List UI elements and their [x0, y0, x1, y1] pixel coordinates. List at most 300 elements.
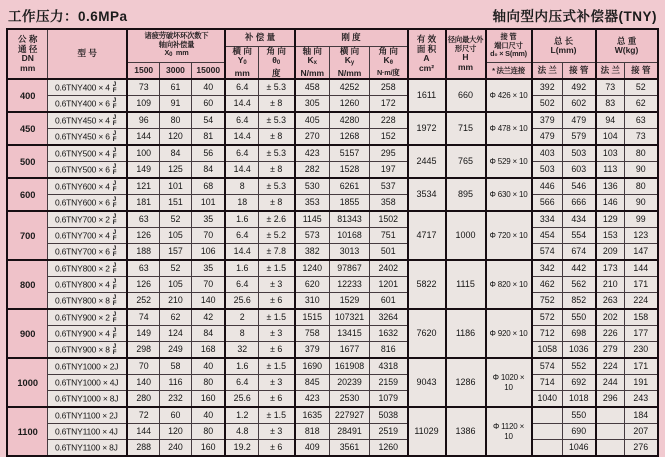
cell-w_pipe: 90 — [625, 162, 658, 179]
cell-x15000: 40 — [191, 407, 225, 424]
cell-kx: 379 — [295, 342, 330, 359]
model-variant-suffix — [113, 263, 117, 274]
cell-y0: 6.4 — [225, 375, 258, 391]
cell-x1500: 252 — [127, 293, 159, 310]
header-dn: 公 称 通 径 DN mm — [7, 29, 47, 79]
cell-x1500: 70 — [127, 358, 159, 375]
table-row — [7, 228, 657, 244]
cell-theta0: ± 5.2 — [258, 228, 294, 244]
cell-kx: 405 — [295, 112, 330, 129]
cell-l_flange — [532, 407, 563, 424]
cell-w_flange: 146 — [596, 195, 625, 212]
cell-l_pipe: 554 — [563, 228, 596, 244]
cell-y0: 19.2 — [225, 440, 258, 457]
table-row — [7, 178, 657, 195]
cell-w_pipe: 144 — [625, 260, 658, 277]
cell-ktheta: 1502 — [370, 211, 408, 228]
model-text: 0.6TNY800 × 8 — [54, 295, 110, 306]
cell-theta0: ± 3 — [258, 326, 294, 342]
cell-x3000: 124 — [159, 326, 191, 342]
table-header — [7, 29, 657, 79]
cell-model — [47, 178, 127, 195]
cell-ky: 28491 — [330, 424, 370, 440]
cell-l_flange: 462 — [532, 277, 563, 293]
cell-h: 660 — [446, 79, 486, 112]
cell-w_pipe: 177 — [625, 326, 658, 342]
cell-w_flange: 83 — [596, 96, 625, 113]
model-text: 0.6TNY1100 × 8J — [54, 442, 118, 453]
cell-ky: 1677 — [330, 342, 370, 359]
cell-d0: Φ 529 × 10 — [486, 145, 532, 178]
cell-ky: 1260 — [330, 96, 370, 113]
cell-l_pipe: 562 — [563, 277, 596, 293]
variant-letter: F — [112, 135, 117, 143]
cell-l_pipe: 552 — [563, 358, 596, 375]
model-text: 0.6TNY500 × 4 — [54, 148, 110, 159]
table-row — [7, 79, 657, 96]
cell-dn: 600 — [7, 178, 47, 211]
cell-theta0: ± 1.5 — [258, 358, 294, 375]
cell-model — [47, 375, 127, 391]
cell-ky: 5157 — [330, 145, 370, 162]
cell-w_pipe: 62 — [625, 96, 658, 113]
cell-x3000: 52 — [159, 211, 191, 228]
cell-kx: 270 — [295, 129, 330, 146]
header-angular-compensation: 角 向 $\theta_0$ 度 — [258, 46, 294, 79]
cell-x3000: 91 — [159, 96, 191, 113]
cell-x15000: 40 — [191, 79, 225, 96]
cell-ktheta: 2159 — [370, 375, 408, 391]
model-variant-suffix — [113, 295, 117, 306]
cell-kx: 282 — [295, 162, 330, 179]
cell-theta0: ± 6 — [258, 391, 294, 408]
cell-kx: 382 — [295, 244, 330, 261]
cell-model — [47, 326, 127, 342]
header-lateral-stiffness: 横 向 $K_y$ N/mm — [330, 46, 370, 79]
cell-l_flange: 502 — [532, 96, 563, 113]
model-text: 0.6TNY900 × 4 — [54, 328, 110, 339]
model-variant-suffix — [113, 98, 117, 109]
cell-theta0: ± 8 — [258, 195, 294, 212]
cell-x15000: 42 — [191, 309, 225, 326]
variant-letter: F — [112, 299, 117, 307]
cell-l_pipe: 666 — [563, 195, 596, 212]
variant-letter: F — [112, 201, 117, 209]
cell-ky: 81343 — [330, 211, 370, 228]
header-weight-flange: 法 兰 — [596, 63, 625, 80]
cell-h: 1115 — [446, 260, 486, 309]
cell-theta0: ± 1.5 — [258, 309, 294, 326]
cell-ktheta: 1079 — [370, 391, 408, 408]
cell-ky: 1529 — [330, 293, 370, 310]
cell-l_pipe: 602 — [563, 96, 596, 113]
cell-l_pipe: 690 — [563, 424, 596, 440]
model-variant-suffix — [113, 230, 117, 241]
cell-ky: 4252 — [330, 79, 370, 96]
cell-x1500: 73 — [127, 79, 159, 96]
header-lateral-compensation: 横 向 $Y_0$ mm — [225, 46, 258, 79]
cell-ky: 97867 — [330, 260, 370, 277]
cell-w_flange: 94 — [596, 112, 625, 129]
model-text: 0.6TNY700 × 2 — [54, 214, 110, 225]
cell-l_pipe: 698 — [563, 326, 596, 342]
cell-x3000: 210 — [159, 293, 191, 310]
cell-x1500: 126 — [127, 277, 159, 293]
cell-ktheta: 2402 — [370, 260, 408, 277]
cell-x3000: 120 — [159, 129, 191, 146]
cell-x15000: 54 — [191, 112, 225, 129]
cell-y0: 6.4 — [225, 228, 258, 244]
cell-w_pipe: 80 — [625, 145, 658, 162]
variant-letter: J — [112, 97, 117, 105]
cell-dn: 900 — [7, 309, 47, 358]
cell-area: 1611 — [408, 79, 446, 112]
cell-kx: 310 — [295, 293, 330, 310]
variant-letter: F — [112, 185, 117, 193]
cell-ky: 6261 — [330, 178, 370, 195]
model-text: 0.6TNY500 × 6 — [54, 164, 110, 175]
variant-letter: J — [112, 196, 117, 204]
cell-y0: 6.4 — [225, 79, 258, 96]
cell-ktheta: 172 — [370, 96, 408, 113]
table-body — [7, 79, 657, 456]
model-text: 0.6TNY1100 × 4J — [54, 426, 118, 437]
cell-area: 3534 — [408, 178, 446, 211]
table-row — [7, 244, 657, 261]
cell-theta0: ± 6 — [258, 440, 294, 457]
cell-kx: 573 — [295, 228, 330, 244]
cell-y0: 8 — [225, 178, 258, 195]
cell-ktheta: 1632 — [370, 326, 408, 342]
table-row — [7, 391, 657, 408]
spec-table — [6, 28, 658, 457]
cell-w_pipe: 171 — [625, 358, 658, 375]
header-stiffness-group: 刚 度 — [295, 29, 408, 46]
cell-x15000: 56 — [191, 145, 225, 162]
cell-theta0: ± 6 — [258, 293, 294, 310]
cell-w_pipe: 243 — [625, 391, 658, 408]
cell-x3000: 125 — [159, 162, 191, 179]
model-text: 0.6TNY800 × 2 — [54, 263, 110, 274]
cell-w_pipe: 207 — [625, 424, 658, 440]
variant-letter: F — [112, 250, 117, 258]
model-variant-suffix — [113, 82, 117, 93]
variant-letter: J — [112, 180, 117, 188]
cell-w_flange: 153 — [596, 228, 625, 244]
cell-area: 9043 — [408, 358, 446, 407]
cell-x3000: 232 — [159, 391, 191, 408]
cell-x1500: 63 — [127, 211, 159, 228]
cell-y0: 4.8 — [225, 424, 258, 440]
cell-kx: 758 — [295, 326, 330, 342]
cell-ky: 227927 — [330, 407, 370, 424]
cell-kx: 1635 — [295, 407, 330, 424]
cell-kx: 1240 — [295, 260, 330, 277]
cell-y0: 1.6 — [225, 211, 258, 228]
cell-kx: 818 — [295, 424, 330, 440]
cell-w_flange: 136 — [596, 178, 625, 195]
header-total-length: 总 长 L(mm) — [532, 29, 596, 63]
cell-y0: 2 — [225, 309, 258, 326]
cell-ktheta: 3264 — [370, 309, 408, 326]
cell-ky: 13415 — [330, 326, 370, 342]
model-variant-suffix — [113, 131, 117, 142]
cell-l_pipe: 1018 — [563, 391, 596, 408]
cell-model — [47, 96, 127, 113]
variant-letter: F — [112, 168, 117, 176]
model-variant-suffix — [113, 181, 117, 192]
cell-h: 1186 — [446, 309, 486, 358]
cell-kx: 1145 — [295, 211, 330, 228]
cell-x1500: 74 — [127, 309, 159, 326]
table-row — [7, 195, 657, 212]
cell-kx: 423 — [295, 145, 330, 162]
cell-model — [47, 391, 127, 408]
model-text: 0.6TNY450 × 6 — [54, 131, 110, 142]
cell-ktheta: 537 — [370, 178, 408, 195]
cell-y0: 1.6 — [225, 260, 258, 277]
cell-x1500: 109 — [127, 96, 159, 113]
cell-theta0: ± 5.3 — [258, 79, 294, 96]
cell-l_pipe: 692 — [563, 375, 596, 391]
model-variant-suffix — [113, 197, 117, 208]
title-bar — [0, 0, 665, 28]
cell-ktheta: 152 — [370, 129, 408, 146]
cell-l_pipe: 1036 — [563, 342, 596, 359]
cell-dn: 700 — [7, 211, 47, 260]
cell-l_pipe: 546 — [563, 178, 596, 195]
cell-w_flange: 279 — [596, 342, 625, 359]
cell-w_flange — [596, 407, 625, 424]
cell-x1500: 181 — [127, 195, 159, 212]
cell-x3000: 157 — [159, 244, 191, 261]
cell-x1500: 140 — [127, 375, 159, 391]
cell-l_flange: 446 — [532, 178, 563, 195]
cell-x3000: 80 — [159, 112, 191, 129]
cell-model — [47, 195, 127, 212]
cell-w_flange: 296 — [596, 391, 625, 408]
header-total-weight: 总 重 W(kg) — [596, 29, 658, 63]
cell-w_flange: 73 — [596, 79, 625, 96]
cell-y0: 14.4 — [225, 129, 258, 146]
cell-theta0: ± 8 — [258, 96, 294, 113]
cell-w_pipe: 147 — [625, 244, 658, 261]
cell-d0: Φ 478 × 10 — [486, 112, 532, 145]
cell-ktheta: 358 — [370, 195, 408, 212]
header-radial-max-size: 径向最大外 形尺寸 H mm — [446, 29, 486, 79]
cell-theta0: ± 3 — [258, 424, 294, 440]
model-text: 0.6TNY1100 × 2J — [54, 410, 118, 421]
cell-x15000: 80 — [191, 424, 225, 440]
cell-ky: 1855 — [330, 195, 370, 212]
cell-l_flange: 334 — [532, 211, 563, 228]
cell-h: 1386 — [446, 407, 486, 456]
cell-ky: 107321 — [330, 309, 370, 326]
header-angular-stiffness: 角 向 $K_\theta$ N·m/度 — [370, 46, 408, 79]
cell-w_pipe: 73 — [625, 129, 658, 146]
cell-l_flange: 572 — [532, 309, 563, 326]
variant-letter: J — [112, 294, 117, 302]
variant-letter: J — [112, 114, 117, 122]
cell-x1500: 100 — [127, 145, 159, 162]
cell-dn: 450 — [7, 112, 47, 145]
model-text: 0.6TNY800 × 4 — [54, 279, 110, 290]
cell-dn: 1000 — [7, 358, 47, 407]
cell-l_pipe: 579 — [563, 129, 596, 146]
table-row — [7, 260, 657, 277]
model-variant-suffix — [113, 115, 117, 126]
cell-d0: Φ 720 × 10 — [486, 211, 532, 260]
cell-x15000: 60 — [191, 96, 225, 113]
cell-x3000: 58 — [159, 358, 191, 375]
cell-l_flange: 712 — [532, 326, 563, 342]
variant-letter: J — [112, 262, 117, 270]
variant-letter: J — [112, 343, 117, 351]
cell-x1500: 298 — [127, 342, 159, 359]
cell-x3000: 116 — [159, 375, 191, 391]
cell-l_pipe: 479 — [563, 112, 596, 129]
cell-x15000: 35 — [191, 211, 225, 228]
variant-letter: J — [112, 229, 117, 237]
table-row — [7, 309, 657, 326]
cell-x1500: 288 — [127, 440, 159, 457]
cell-x1500: 144 — [127, 129, 159, 146]
cell-y0: 6.4 — [225, 112, 258, 129]
cell-kx: 1515 — [295, 309, 330, 326]
cell-l_flange: 1040 — [532, 391, 563, 408]
cell-l_pipe: 503 — [563, 145, 596, 162]
cell-h: 1000 — [446, 211, 486, 260]
cell-theta0: ± 3 — [258, 375, 294, 391]
header-cycles-1500: 1500 — [127, 63, 159, 80]
cell-y0: 14.4 — [225, 162, 258, 179]
cell-w_flange: 202 — [596, 309, 625, 326]
cell-x1500: 72 — [127, 407, 159, 424]
cell-h: 895 — [446, 178, 486, 211]
cell-x3000: 249 — [159, 342, 191, 359]
cell-dn: 400 — [7, 79, 47, 112]
cell-ky: 3013 — [330, 244, 370, 261]
cell-ky: 12233 — [330, 277, 370, 293]
cell-ky: 10168 — [330, 228, 370, 244]
cell-w_pipe: 123 — [625, 228, 658, 244]
cell-ktheta: 816 — [370, 342, 408, 359]
cell-d0: Φ 1120 × 10 — [486, 407, 532, 456]
cell-x15000: 106 — [191, 244, 225, 261]
cell-l_pipe: 550 — [563, 407, 596, 424]
variant-letter: F — [112, 102, 117, 110]
cell-x1500: 144 — [127, 424, 159, 440]
cell-d0: Φ 920 × 10 — [486, 309, 532, 358]
cell-ktheta: 1260 — [370, 440, 408, 457]
cell-model — [47, 112, 127, 129]
cell-l_flange — [532, 424, 563, 440]
header-flange-connection-note: * 法兰连接 — [486, 63, 532, 80]
cell-x15000: 140 — [191, 293, 225, 310]
cell-ky: 2530 — [330, 391, 370, 408]
model-text: 0.6TNY400 × 4 — [54, 82, 110, 93]
cell-x15000: 70 — [191, 228, 225, 244]
cell-theta0: ± 5.3 — [258, 178, 294, 195]
cell-w_pipe: 90 — [625, 195, 658, 212]
header-effective-area: 有 效 面 积 A cm² — [408, 29, 446, 79]
cell-w_flange: 103 — [596, 145, 625, 162]
cell-w_flange: 129 — [596, 211, 625, 228]
cell-y0: 32 — [225, 342, 258, 359]
header-cycles-3000: 3000 — [159, 63, 191, 80]
variant-letter: J — [112, 213, 117, 221]
variant-letter: F — [112, 267, 117, 275]
model-text: 0.6TNY700 × 4 — [54, 230, 110, 241]
cell-model — [47, 407, 127, 424]
cell-model — [47, 79, 127, 96]
cell-x3000: 120 — [159, 424, 191, 440]
cell-kx: 530 — [295, 178, 330, 195]
table-row — [7, 293, 657, 310]
header-weight-pipe: 接 管 — [625, 63, 658, 80]
cell-l_flange: 574 — [532, 358, 563, 375]
cell-w_flange: 173 — [596, 260, 625, 277]
cell-x3000: 62 — [159, 309, 191, 326]
cell-area: 4717 — [408, 211, 446, 260]
cell-w_flange — [596, 440, 625, 457]
table-row — [7, 326, 657, 342]
cell-x15000: 70 — [191, 277, 225, 293]
cell-l_flange: 566 — [532, 195, 563, 212]
cell-model — [47, 424, 127, 440]
variant-letter: F — [112, 152, 117, 160]
variant-letter: F — [112, 218, 117, 226]
cell-l_flange: 1058 — [532, 342, 563, 359]
cell-area: 7620 — [408, 309, 446, 358]
variant-letter: J — [112, 245, 117, 253]
header-cycles-15000: 15000 — [191, 63, 225, 80]
cell-y0: 1.6 — [225, 358, 258, 375]
cell-w_pipe: 63 — [625, 112, 658, 129]
cell-model — [47, 342, 127, 359]
cell-l_pipe: 1046 — [563, 440, 596, 457]
cell-theta0: ± 1.5 — [258, 407, 294, 424]
cell-model — [47, 277, 127, 293]
cell-model — [47, 228, 127, 244]
table-row — [7, 358, 657, 375]
cell-theta0: ± 5.3 — [258, 145, 294, 162]
table-row — [7, 96, 657, 113]
cell-y0: 8 — [225, 326, 258, 342]
cell-ky: 161908 — [330, 358, 370, 375]
cell-l_flange: 752 — [532, 293, 563, 310]
model-text: 0.6TNY1000 × 2J — [54, 361, 119, 372]
variant-letter: J — [112, 278, 117, 286]
cell-d0: Φ 630 × 10 — [486, 178, 532, 211]
cell-model — [47, 309, 127, 326]
cell-x1500: 149 — [127, 162, 159, 179]
cell-l_flange: 714 — [532, 375, 563, 391]
cell-ktheta: 228 — [370, 112, 408, 129]
variant-letter: F — [112, 86, 117, 94]
variant-letter: F — [112, 316, 117, 324]
cell-w_flange: 224 — [596, 358, 625, 375]
cell-w_pipe: 184 — [625, 407, 658, 424]
cell-ktheta: 2519 — [370, 424, 408, 440]
model-text: 0.6TNY1000 × 8J — [54, 393, 119, 404]
cell-l_pipe: 434 — [563, 211, 596, 228]
cell-l_flange: 503 — [532, 162, 563, 179]
cell-x15000: 68 — [191, 178, 225, 195]
variant-letter: J — [112, 327, 117, 335]
variant-letter: J — [112, 130, 117, 138]
table-row — [7, 145, 657, 162]
